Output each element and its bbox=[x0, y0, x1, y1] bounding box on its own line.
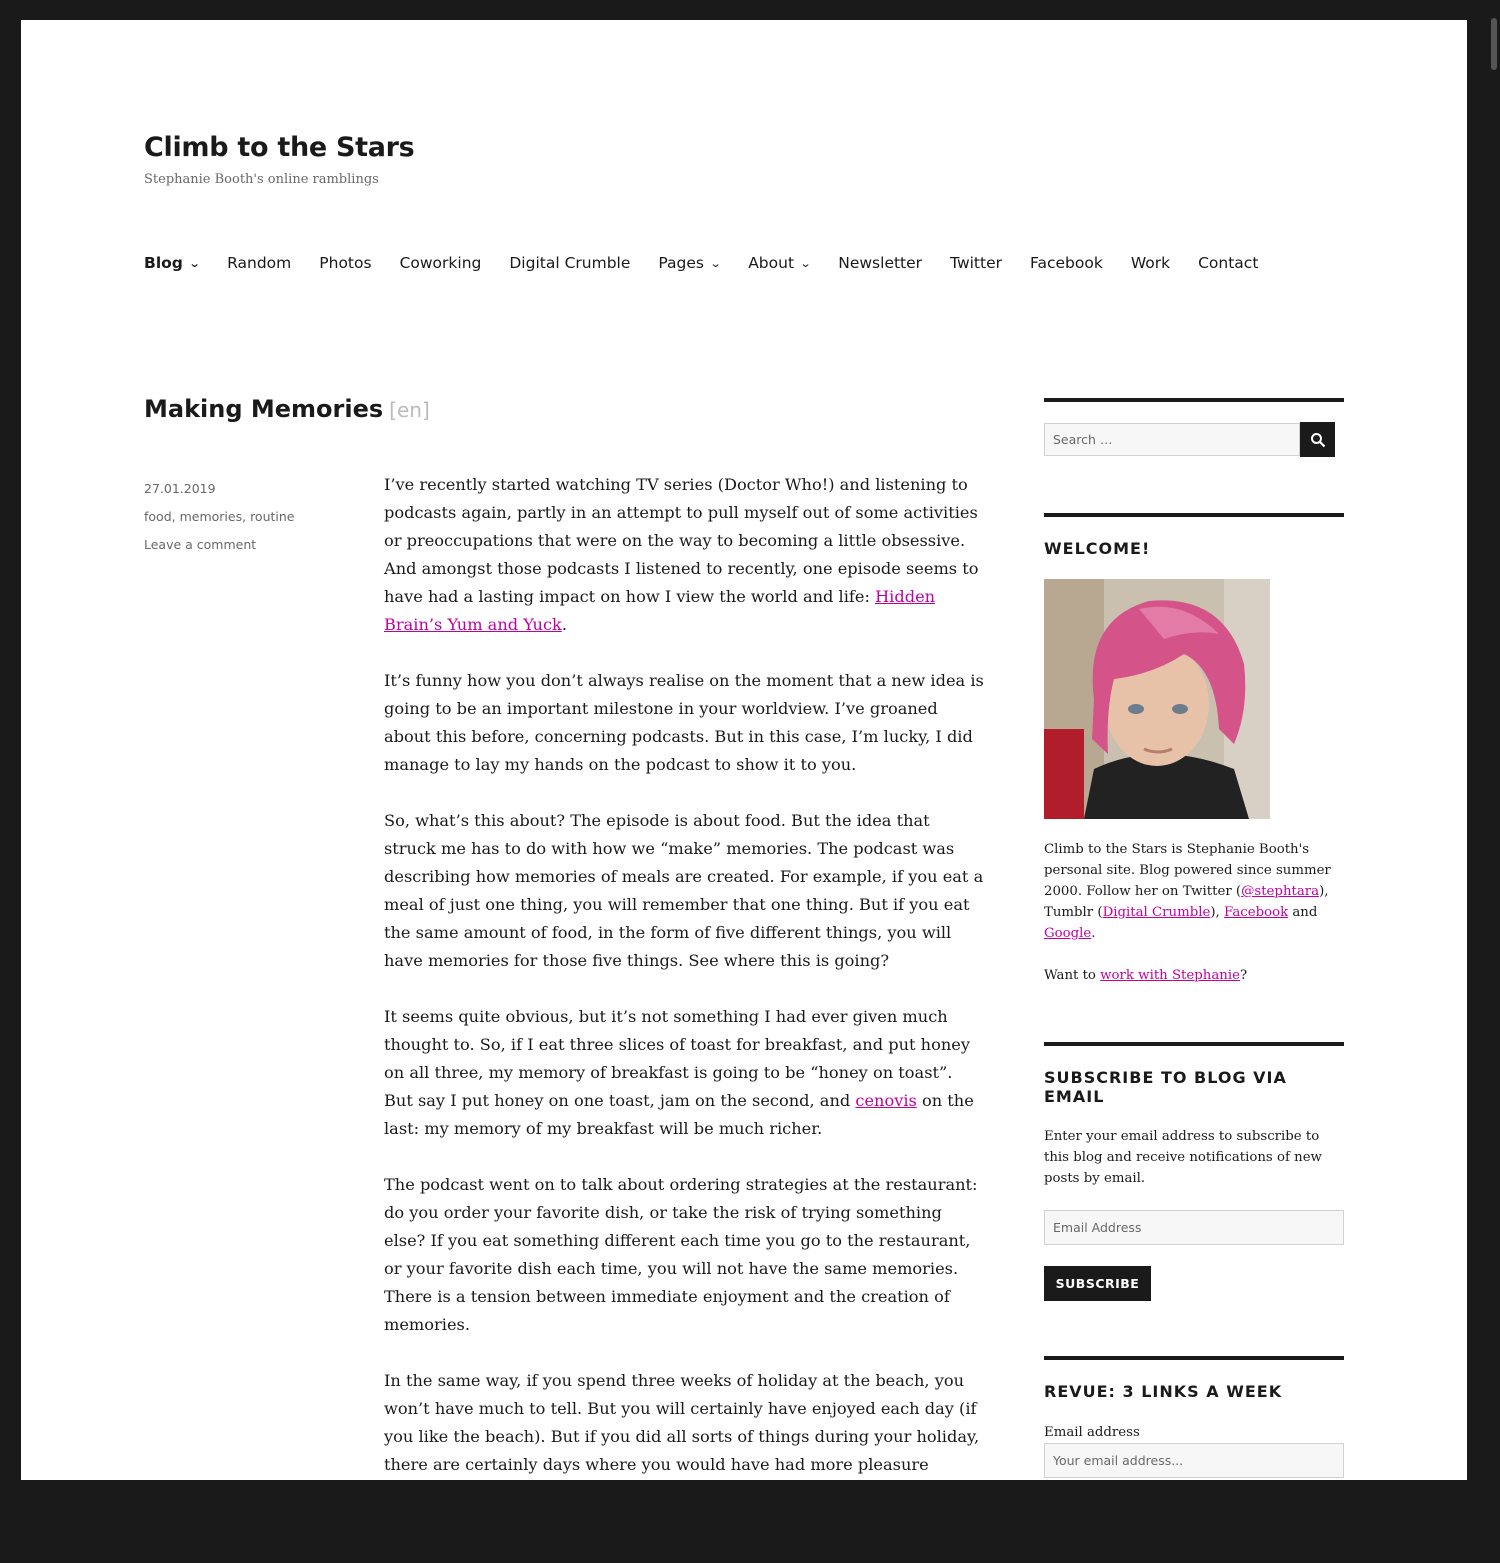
paragraph: It’s funny how you don’t always realise on the moment that a new idea is going to be an important milestone in your worldview. I’ve groaned about this before, concerning podcasts. But in this case, I’m lucky, I did manage to lay my hands on the podcast to show it to you. bbox=[384, 671, 984, 774]
post-meta bbox=[144, 475, 294, 559]
tag-link[interactable]: food bbox=[144, 509, 172, 524]
welcome-text-part: Climb to the Stars is Stephanie Booth's personal site. Blog powered since summer 2000. Follow her on Twitter ( bbox=[1044, 842, 1331, 899]
nav-item-label: Contact bbox=[1198, 254, 1259, 272]
paragraph-text: It seems quite obvious, but it’s not something I had ever given much thought to. So, if I eat three slices of toast for breakfast, and put honey on all three, my memory of breakfast is going to be “honey on toast”. But say I put honey on one toast, jam on the second, and bbox=[384, 1007, 970, 1110]
nav-item-contact[interactable] bbox=[1198, 254, 1258, 272]
nav-item-twitter[interactable] bbox=[950, 254, 1002, 272]
nav-item-photos[interactable] bbox=[319, 254, 371, 272]
nav-item-label: Pages bbox=[658, 254, 704, 272]
search-icon bbox=[1310, 432, 1326, 448]
paragraph: The podcast went on to talk about ordering strategies at the restaurant: do you order your favorite dish, or take the risk of trying something else? If you eat something different each time you go to the restaurant, or your favorite dish each time, you will not have the same memories. There is a tension between immediate enjoyment and the creation of memories. bbox=[384, 1175, 978, 1334]
sidebar bbox=[1044, 398, 1344, 1500]
nav-item-label: Newsletter bbox=[838, 254, 923, 272]
subscribe-button[interactable]: SUBSCRIBE bbox=[1044, 1266, 1151, 1301]
revue-title: REVUE: 3 LINKS A WEEK bbox=[1044, 1382, 1283, 1401]
facebook-link[interactable]: Facebook bbox=[1224, 905, 1289, 920]
scrollbar-thumb[interactable] bbox=[1491, 18, 1497, 70]
search-button[interactable] bbox=[1300, 422, 1335, 457]
nav-item-label: Random bbox=[227, 254, 292, 272]
chevron-down-icon: ⌄ bbox=[188, 256, 201, 270]
nav-item-digital-crumble[interactable] bbox=[509, 254, 630, 272]
site-tagline: Stephanie Booth's online ramblings bbox=[144, 172, 379, 187]
tumblr-link[interactable]: Digital Crumble bbox=[1102, 905, 1211, 920]
subscribe-email-input[interactable]: Email Address bbox=[1044, 1210, 1344, 1245]
nav-item-label: Digital Crumble bbox=[509, 254, 631, 272]
nav-item-facebook[interactable] bbox=[1030, 254, 1103, 272]
paragraph-text: . bbox=[561, 615, 568, 634]
welcome-text bbox=[1044, 839, 1344, 944]
post-tags: food, memories, routine bbox=[144, 509, 295, 524]
subscribe-widget bbox=[1044, 1042, 1344, 1301]
paragraph bbox=[384, 471, 984, 639]
subscribe-title: SUBSCRIBE TO BLOG VIA EMAIL bbox=[1044, 1068, 1287, 1106]
subscribe-text: Enter your email address to subscribe to this blog and receive notifications of new posts by email. bbox=[1044, 1129, 1322, 1186]
chevron-down-icon: ⌄ bbox=[709, 256, 722, 270]
nav-item-blog[interactable] bbox=[144, 254, 199, 272]
post-title-text: Making Memories bbox=[144, 395, 384, 423]
nav-item-pages[interactable] bbox=[658, 254, 720, 272]
work-with-stephanie-link[interactable]: work with Stephanie bbox=[1100, 968, 1240, 983]
nav-item-about[interactable] bbox=[748, 254, 810, 272]
work-text-part: Want to bbox=[1044, 968, 1101, 983]
tag-link[interactable]: memories bbox=[179, 509, 243, 524]
welcome-text-part: ), bbox=[1210, 905, 1224, 920]
leave-comment-link[interactable]: Leave a comment bbox=[144, 537, 257, 552]
revue-first-name-label: First name (Optional) bbox=[1044, 1482, 1190, 1497]
search-widget bbox=[1044, 398, 1344, 457]
tag-link[interactable]: routine bbox=[250, 509, 295, 524]
paragraph bbox=[384, 1003, 984, 1143]
welcome-title: WELCOME! bbox=[1044, 539, 1151, 558]
nav-item-coworking[interactable] bbox=[400, 254, 482, 272]
site-title[interactable]: Climb to the Stars bbox=[144, 132, 415, 163]
work-with-text bbox=[1044, 965, 1344, 986]
post-title[interactable] bbox=[144, 395, 430, 423]
revue-email-input[interactable]: Your email address... bbox=[1044, 1443, 1344, 1478]
page-scrollbar[interactable] bbox=[1488, 0, 1500, 1500]
nav-item-label: Facebook bbox=[1030, 254, 1103, 272]
main-nav bbox=[144, 254, 1286, 272]
nav-item-work[interactable] bbox=[1131, 254, 1170, 272]
nav-item-random[interactable] bbox=[227, 254, 291, 272]
chevron-down-icon: ⌄ bbox=[799, 256, 812, 270]
nav-item-label: Photos bbox=[319, 254, 372, 272]
paragraph: In the same way, if you spend three weeks of holiday at the beach, you won’t have much to tell. But you will certainly have enjoyed each day (if you like the beach). But if you did all sorts of things during your holiday, there are certainly days where you would have had more pleasure sticking with the beach — but your memories of your holidays will be much richer. bbox=[384, 1371, 980, 1530]
twitter-link[interactable]: @stephtara bbox=[1241, 884, 1320, 899]
post-content bbox=[384, 471, 984, 1563]
revue-widget bbox=[1044, 1356, 1344, 1500]
search-input[interactable]: Search … bbox=[1044, 423, 1300, 456]
author-photo bbox=[1044, 579, 1270, 819]
language-tag: [en] bbox=[389, 398, 430, 422]
cenovis-link[interactable]: cenovis bbox=[855, 1091, 917, 1110]
nav-item-label: Coworking bbox=[399, 254, 482, 272]
hidden-brain-link[interactable]: Hidden Brain’s Yum and Yuck bbox=[384, 587, 936, 634]
welcome-widget bbox=[1044, 513, 1344, 986]
page bbox=[21, 20, 1467, 1530]
work-text-part: ? bbox=[1239, 968, 1248, 983]
paragraph: So, what’s this about? The episode is about food. But the idea that struck me has to do with how we “make” memories. The podcast was describing how memories of meals are created. For example, if you eat a meal of just one thing, you will remember that one thing. But if you eat the same amount of food, in the form of five different things, you will have memories for those five things. See where this is going? bbox=[384, 811, 984, 970]
welcome-text-part: and bbox=[1288, 905, 1318, 920]
nav-item-label: Twitter bbox=[950, 254, 1002, 272]
paragraph-text: I’ve recently started watching TV series (Doctor Who!) and listening to podcasts again, partly in an attempt to pull myself out of some activities or preoccupations that were on the way to becoming a little obsessive. And amongst those podcasts I listened to recently, one episode seems to have had a lasting impact on how I view the world and life: bbox=[384, 475, 979, 606]
revue-email-label: Email address bbox=[1044, 1425, 1140, 1440]
google-link[interactable]: Google bbox=[1044, 926, 1092, 941]
welcome-text-part: ), Tumblr ( bbox=[1044, 884, 1329, 920]
nav-item-label: Work bbox=[1130, 254, 1171, 272]
post-date[interactable]: 27.01.2019 bbox=[144, 481, 216, 496]
nav-item-label: Blog bbox=[144, 254, 183, 272]
welcome-text-part: . bbox=[1091, 926, 1096, 941]
nav-item-newsletter[interactable] bbox=[838, 254, 922, 272]
paragraph-text: on the last: my memory of my breakfast will be much richer. bbox=[384, 1091, 974, 1138]
nav-item-label: About bbox=[748, 254, 795, 272]
